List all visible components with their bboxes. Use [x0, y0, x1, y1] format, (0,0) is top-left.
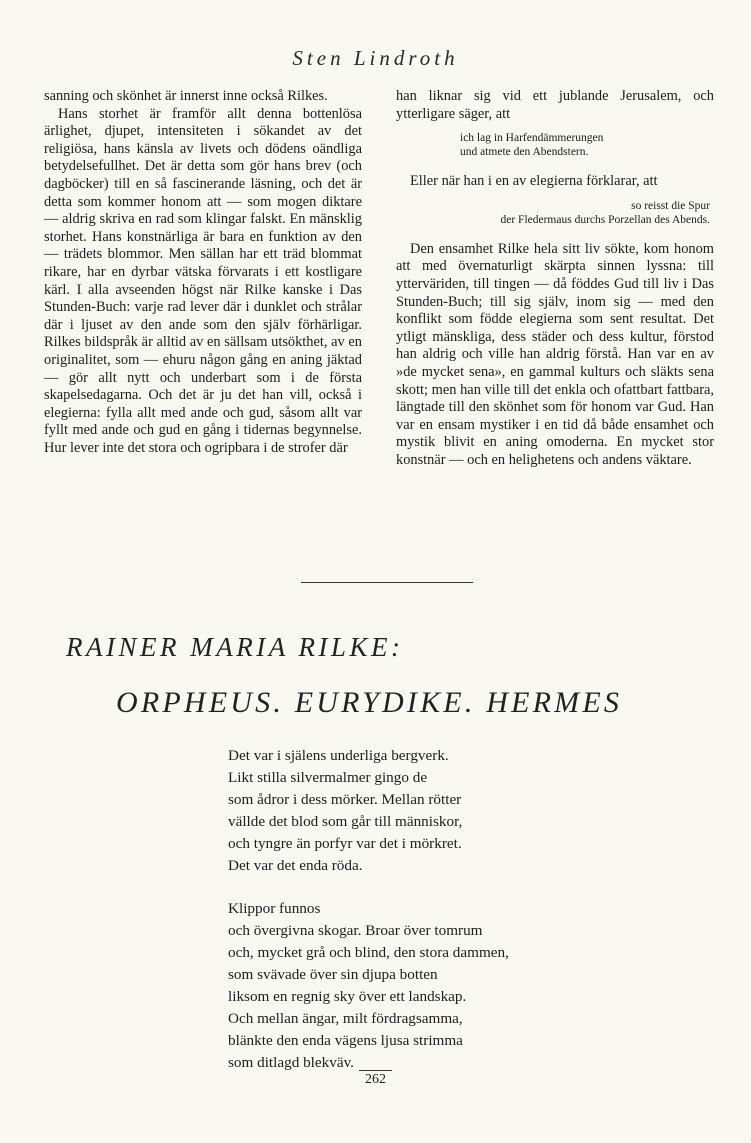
left-paragraph-1: sanning och skönhet är innerst inne också Rilkes. — [44, 88, 328, 104]
quote-line: der Fledermaus durchs Porzellan des Abends. — [500, 213, 710, 226]
page-number — [0, 1072, 751, 1088]
left-paragraph-2: Hans storhet är framför allt denna bottenlösa ärlighet, djupet, intensiteten i sökandet av det religiösa, hans känsla av livets och dödens oändliga betydelsefullhet. Det är detta som gör hans brev (och dagböcker) till en så fascinerande läsning, och det är detta som kommer honom att — som mogen diktare — aldrig skriva en rad som klingar falskt. En mänsklig storhet. Hans konstnärliga är bara en funktion av den — trädets blommor. Men sällan har ett träd blommat rikare, har en dyrbar vätska förvarats i ett kostligare kärl. I alla avseenden högst när Rilke kanske i Das Stunden-Buch: varje rad lever där i dunklet och strålar där i ljuset av den ande som den själv förhärligar. Rilkes bildspråk är alltid av en sällsam utsökthet, av en originalitet, som — ehuru någon gång en aning jäktad — gör allt nytt och underbart som i de första skapelsedagarna. Och det är ju det han vill, också i elegierna: fylla allt med ande och gud, såsom allt var fyllt med ande och gud en gång i tidernas begynnelse. Hur lever inte det stora och ogripbara i de strofer där — [44, 105, 362, 456]
poem-body — [228, 745, 648, 1096]
poem-title: ORPHEUS. EURYDIKE. HERMES — [116, 686, 623, 719]
right-column — [396, 88, 714, 470]
right-intro-text: han liknar sig vid ett jublande Jerusalem, och ytterligare säger, att — [396, 88, 714, 122]
poem-line: som ådror i dess mörker. Mellan rötter — [228, 790, 462, 808]
quote-line: so reisst die Spur — [631, 199, 710, 212]
poem-author-heading: RAINER MARIA RILKE: — [66, 632, 404, 662]
poem-line: Klippor funnos — [228, 900, 321, 918]
running-header: Sten Lindroth — [292, 46, 459, 70]
poem-line: och, mycket grå och blind, den stora dammen, — [228, 944, 509, 962]
poem-line: Det var det enda röda. — [228, 856, 363, 874]
poem-line: som ditlagd blekväv. — [228, 1053, 354, 1071]
poem-line: och tyngre än porfyr var det i mörkret. — [228, 834, 462, 852]
poem-stanza-2 — [228, 898, 648, 1073]
poem-line: liksom en regnig sky över ett landskap. — [228, 988, 467, 1006]
poem-line: vällde det blod som går till människor, — [228, 812, 463, 830]
quote-line: und atmete den Abendstern. — [460, 146, 589, 159]
german-quote-2 — [396, 199, 714, 227]
section-divider — [301, 582, 473, 583]
poem-line: som svävade över sin djupa botten — [228, 966, 438, 984]
poem-stanza-1 — [228, 745, 648, 876]
poem-line: Det var i själens underliga bergverk. — [228, 747, 449, 764]
poem-line: Och mellan ängar, milt fördragsamma, — [228, 1009, 463, 1027]
poem-line: blänkte den enda vägens ljusa strimma — [228, 1031, 463, 1049]
left-column — [44, 88, 362, 457]
poem-line: Likt stilla silvermalmer gingo de — [228, 768, 428, 786]
right-middle-text: Eller när han i en av elegierna förklarar, att — [410, 173, 658, 190]
german-quote-1 — [396, 131, 714, 159]
page-number-text: 262 — [359, 1070, 392, 1087]
quote-line: ich lag in Harfendämmerungen — [460, 132, 604, 145]
poem-line: och övergivna skogar. Broar över tomrum — [228, 922, 483, 940]
right-closing-paragraph: Den ensamhet Rilke hela sitt liv sökte, kom honom att med övernaturligt skärpta sinnen lyssna: till ytterväriden, till tingen — då föddes Gud till liv i Das Stunden-Buch; till sig själv, inom sig — med den konflikt som födde elegierna som sent resultat. Det ytligt mänskliga, dess städer och dess kultur, förstod han aldrig och ville han aldrig förstå. Han var en av »de mycket sena», en gammal kulturs och släkts sena skott; men han ville till det enkla och ofattbart fattbara, längtade till den skönhet som för honom var Gud. Han var en ensam mystiker i en tid då både ensamhet och mystik blivit en aning omoderna. En mycket stor konstnär — och en helighetens och andens väktare. — [396, 240, 714, 468]
